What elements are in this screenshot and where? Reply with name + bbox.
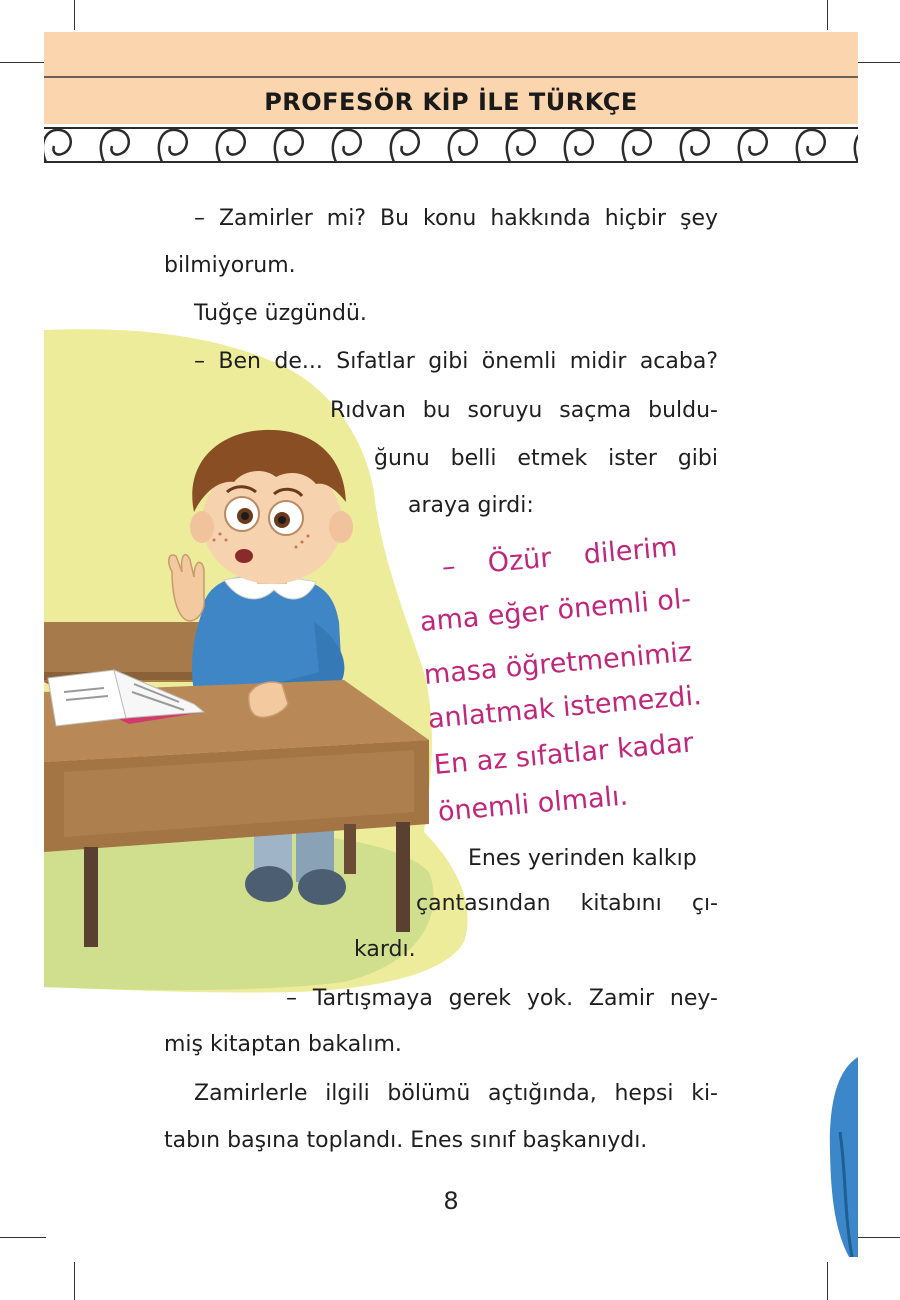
spiral-loop: [565, 130, 593, 162]
page-number: 8: [443, 1187, 459, 1215]
spiral-loop: [449, 130, 477, 162]
crop-mark: [0, 62, 46, 63]
speech-line: önemli olmalı.: [436, 780, 630, 828]
spiral-loop: [391, 130, 419, 162]
crop-mark: [0, 1237, 46, 1238]
paragraph-line: – Tartışmaya gerek yok. Zamir ney-: [286, 986, 718, 1011]
book-page: [44, 32, 858, 1257]
spiral-loop: [101, 130, 129, 162]
speech-line: masa öğretmenimiz: [422, 636, 694, 691]
paragraph-line: Zamirlerle ilgili bölümü açtığında, hepsi ki-: [194, 1081, 718, 1106]
speech-line: En az sıfatlar kadar: [432, 727, 695, 781]
spiral-loop: [797, 130, 825, 162]
spiral-loop: [739, 130, 767, 162]
spiral-loop: [507, 130, 535, 162]
paragraph-line: ğunu belli etmek ister gibi: [374, 446, 718, 471]
spiral-loop: [275, 130, 303, 162]
spiral-loop: [159, 130, 187, 162]
paragraph-line: kardı.: [354, 937, 416, 962]
crop-mark: [827, 1262, 828, 1300]
spiral-loop: [333, 130, 361, 162]
crop-mark: [74, 0, 75, 30]
paragraph-line: Enes yerinden kalkıp: [468, 846, 697, 871]
paragraph-line: araya girdi:: [408, 493, 534, 518]
crop-mark: [856, 1237, 900, 1238]
paragraph-line: tabın başına toplandı. Enes sınıf başkanıydı.: [164, 1128, 648, 1153]
speech-line: anlatmak istemezdi.: [426, 680, 703, 735]
paragraph-line: çantasından kitabını çı-: [416, 891, 718, 916]
crop-mark: [74, 1262, 75, 1300]
crop-mark: [856, 62, 900, 63]
spiral-loop: [44, 130, 71, 162]
paragraph-line: – Zamirler mi? Bu konu hakkında hiçbir şey: [194, 206, 718, 231]
page-header: [44, 32, 858, 182]
spiral-loop: [217, 130, 245, 162]
spiral-loop: [855, 130, 858, 162]
paragraph-line: bilmiyorum.: [164, 253, 296, 278]
paragraph-line: Tuğçe üzgündü.: [194, 301, 367, 326]
spiral-loop: [681, 130, 709, 162]
crop-mark: [827, 0, 828, 30]
spiral-loop: [623, 130, 651, 162]
speech-line: – Özür dilerim: [440, 531, 679, 583]
paragraph-line: Rıdvan bu soruyu saçma buldu-: [330, 398, 718, 423]
paragraph-line: miş kitaptan bakalım.: [164, 1032, 402, 1057]
speech-line: ama eğer önemli ol-: [418, 583, 693, 638]
paragraph-line: – Ben de... Sıfatlar gibi önemli midir acaba?: [194, 349, 718, 374]
page-header-title: PROFESÖR KİP İLE TÜRKÇE: [264, 88, 638, 116]
